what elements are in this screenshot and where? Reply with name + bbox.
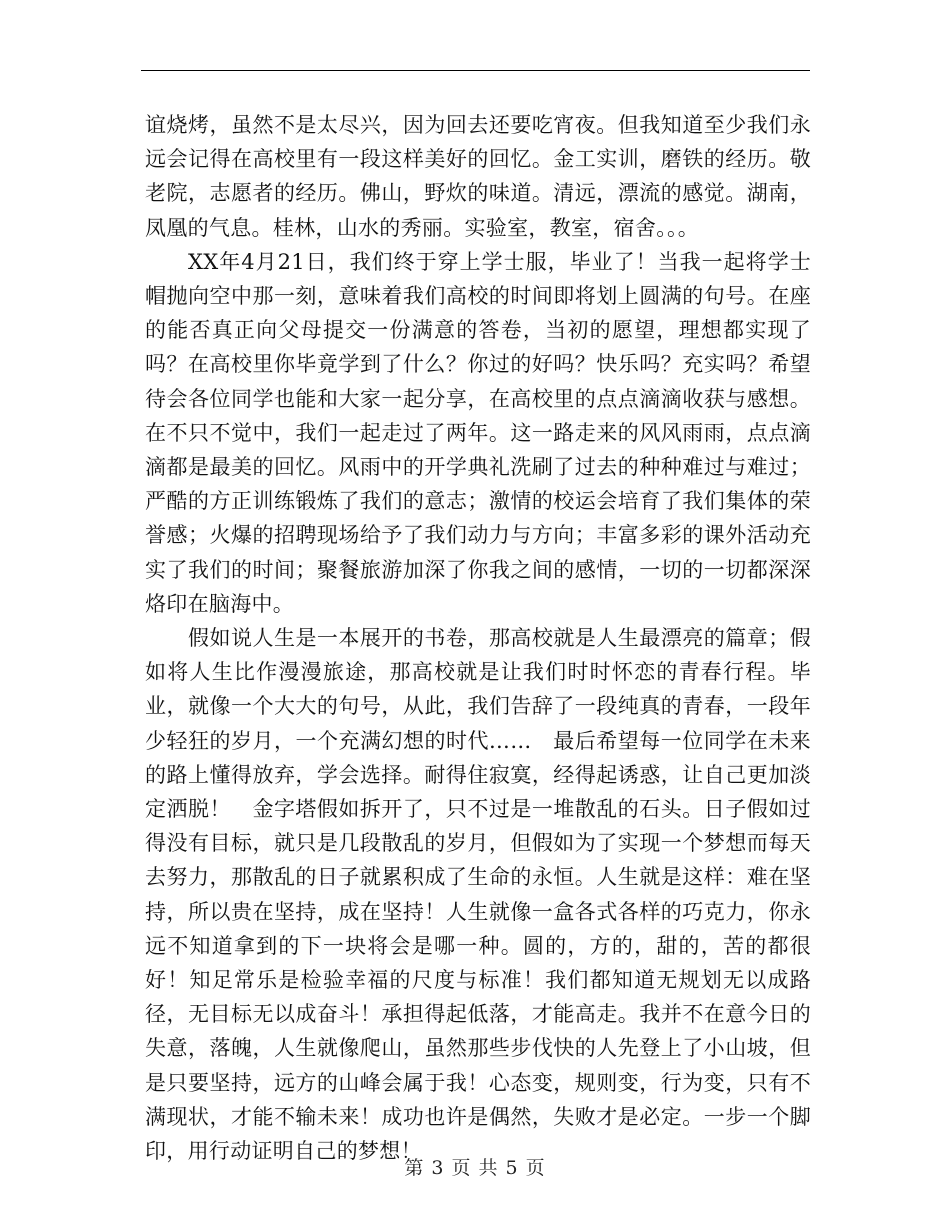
paragraph-2: XX年4月21日，我们终于穿上学士服，毕业了！当我一起将学士帽抛向空中那一刻，意味着我们高校的时间即将划上圆满的句号。在座的能否真正向父母提交一份满意的答卷，当初的愿望，理想都实现了吗？在高校里你毕竟学到了什么？你过的好吗？快乐吗？充实吗？希望待会各位同学也能和大家一起分享，在高校里的点点滴滴收获与感想。在不只不觉中，我们一起走过了两年。这一路走来的风风雨雨，点点滴滴都是最美的回忆。风雨中的开学典礼洗刷了过去的种种难过与难过；严酷的方正训练锻炼了我们的意志；激情的校运会培育了我们集体的荣誉感；火爆的招聘现场给予了我们动力与方向；丰富多彩的课外活动充实了我们的时间；聚餐旅游加深了你我之间的感情，一切的一切都深深烙印在脑海中。: [145, 249, 811, 616]
document-body: [145, 108, 811, 1168]
page-number-footer: 第 3 页 共 5 页: [404, 1157, 546, 1179]
paragraph-3: 假如说人生是一本展开的书卷，那高校就是人生最漂亮的篇章；假如将人生比作漫漫旅途，那高校就是让我们时时怀恋的青春行程。毕业，就像一个大大的句号，从此，我们告辞了一段纯真的青春，一段年少轻狂的岁月，一个充满幻想的时代…… 最后希望每一位同学在未来的路上懂得放弃，学会选择。耐得住寂寞，经得起诱惑，让自己更加淡定洒脱！ 金字塔假如拆开了，只不过是一堆散乱的石头。日子假如过得没有目标，就只是几段散乱的岁月，但假如为了实现一个梦想而每天去努力，那散乱的日子就累积成了生命的永恒。人生就是这样：难在坚持，所以贵在坚持，成在坚持！人生就像一盒各式各样的巧克力，你永远不知道拿到的下一块将会是哪一种。圆的，方的，甜的，苦的都很好！知足常乐是检验幸福的尺度与标准！我们都知道无规划无以成路径，无目标无以成奋斗！承担得起低落，才能高走。我并不在意今日的失意，落魄，人生就像爬山，虽然那些步伐快的人先登上了小山坡，但是只要坚持，远方的山峰会属于我！心态变，规则变，行为变，只有不满现状，才能不输未来！成功也许是偶然，失败才是必定。一步一个脚印，用行动证明自己的梦想！: [145, 626, 811, 1164]
header-rule: [141, 70, 810, 71]
paragraph-1: 谊烧烤，虽然不是太尽兴，因为回去还要吃宵夜。但我知道至少我们永远会记得在高校里有一段这样美好的回忆。金工实训，磨铁的经历。敬老院，志愿者的经历。佛山，野炊的味道。清远，漂流的感觉。湖南，凤凰的气息。桂林，山水的秀丽。实验室，教室，宿舍。。。: [145, 113, 811, 240]
